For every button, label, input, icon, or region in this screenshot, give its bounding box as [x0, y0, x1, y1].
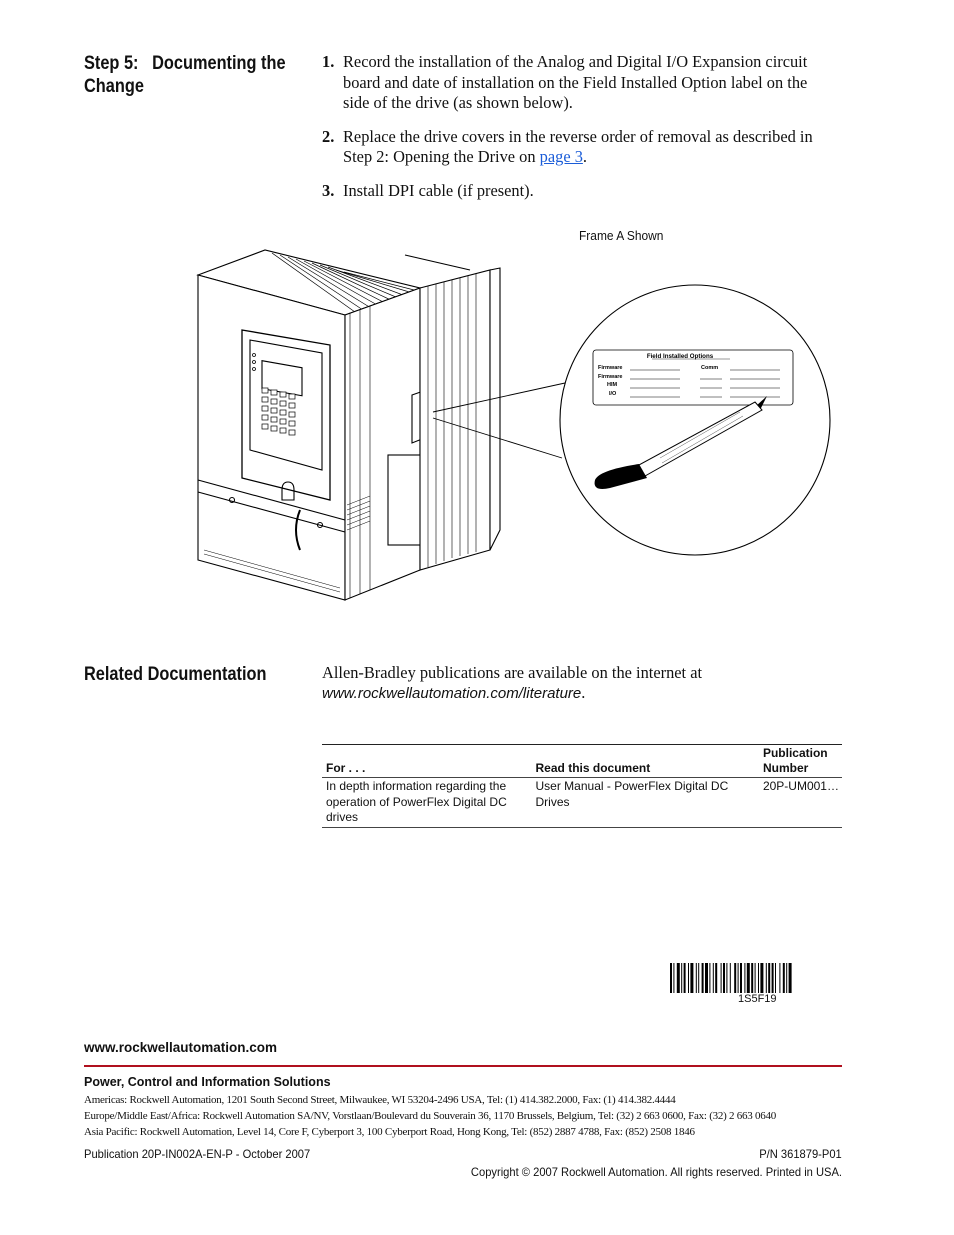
related-documentation-heading: Related Documentation: [84, 664, 267, 685]
step-number: 2.: [322, 126, 335, 146]
part-number: P/N 361879-P01: [759, 1147, 842, 1161]
page-3-link[interactable]: page 3: [539, 147, 583, 166]
step5-heading-line2: Change: [84, 76, 144, 97]
barcode-text: 1S5F19: [738, 993, 777, 1005]
column-header-for: For . . .: [326, 761, 366, 775]
label-row: HIM: [607, 382, 618, 388]
figure-caption: Frame A Shown: [579, 228, 664, 243]
barcode: [670, 963, 842, 993]
url-suffix: .: [581, 683, 586, 702]
step-text-after: .: [582, 147, 587, 166]
table-cell: In depth information regarding the operation of PowerFlex Digital DC drives: [326, 779, 507, 824]
footer-divider: [84, 1065, 842, 1067]
footer-tagline: Power, Control and Information Solutions: [84, 1075, 331, 1089]
address-asia: Asia Pacific: Rockwell Automation, Level 14, Core F, Cyberport 3, 100 Cyberport Road, Hong Kong, Tel: (852) 2887 4788, Fax: (852) 2508 1846: [84, 1126, 695, 1138]
column-header-document: Read this document: [535, 761, 651, 775]
label-comm: Comm: [701, 365, 719, 371]
step-list: [322, 52, 837, 214]
step-item-2: [322, 127, 837, 168]
step-text: Record the installation of the Analog and Digital I/O Expansion circuit board and date of installation on the Field Installed Option label on the side of the drive (as shown below).: [343, 52, 808, 112]
step5-heading: [84, 52, 286, 98]
related-body: [322, 663, 842, 704]
label-row: Firmware: [598, 365, 623, 371]
field-installed-options-label: [593, 350, 793, 405]
label-title: Field Installed Options: [646, 353, 714, 360]
step5-heading-line1: Step 5: Documenting the: [84, 53, 286, 74]
step-item-1: [322, 52, 837, 114]
publication-number: Publication 20P-IN002A-EN-P - October 2007: [84, 1147, 311, 1161]
step-number: 1.: [322, 52, 335, 71]
website-link[interactable]: www.rockwellautomation.com: [84, 1040, 278, 1055]
step-text-before: Replace the drive covers in the reverse order of removal as described in Step 2: Opening the Drive on: [343, 126, 813, 166]
table-row: [322, 778, 842, 828]
literature-url[interactable]: www.rockwellautomation.com/literature: [322, 685, 582, 702]
step-number: 3.: [322, 180, 335, 200]
related-docs-table: [322, 744, 842, 828]
label-row: I/O: [609, 391, 617, 397]
table-cell: User Manual - PowerFlex Digital DC Drives: [535, 779, 729, 809]
step-item-3: [322, 181, 837, 202]
drive-illustration: [190, 230, 850, 620]
copyright: Copyright © 2007 Rockwell Automation. All rights reserved. Printed in USA.: [470, 1165, 842, 1179]
step-text: Install DPI cable (if present).: [343, 180, 534, 200]
column-header-publication: Publication Number: [762, 746, 828, 775]
related-body-text: Allen-Bradley publications are available on the internet at: [322, 663, 703, 682]
zoom-circle: [560, 285, 830, 555]
table-header-row: [322, 745, 842, 778]
address-emea: Europe/Middle East/Africa: Rockwell Automation SA/NV, Vorstlaan/Boulevard du Souverain 36, 1170 Brussels, Belgium, Tel: (32) 2 663 0600, Fax: (32) 2 663 0640: [84, 1110, 777, 1122]
address-americas: Americas: Rockwell Automation, 1201 South Second Street, Milwaukee, WI 53204-2496 USA, Tel: (1) 414.382.2000, Fax: (1) 414.382.4444: [84, 1094, 676, 1106]
table-cell: 20P-UM001…: [762, 779, 839, 793]
label-row: Firmware: [598, 374, 623, 380]
